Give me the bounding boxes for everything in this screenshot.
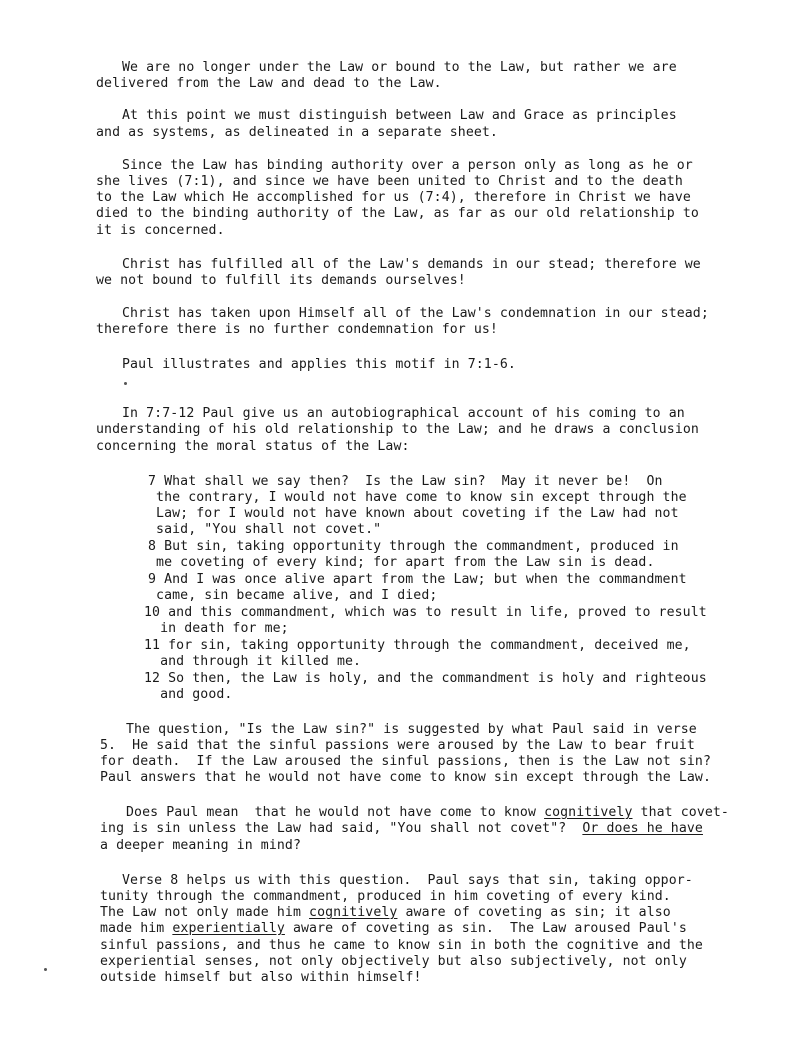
text-line: ing is sin unless the Law had said, "You shall not covet"? Or does he have [100, 821, 703, 836]
text-line: delivered from the Law and dead to the Law. [96, 76, 442, 91]
stray-mark [44, 968, 47, 971]
text-line: In 7:7-12 Paul give us an autobiographical account of his coming to an [122, 406, 685, 421]
text-line: sinful passions, and thus he came to know sin in both the cognitive and the [100, 938, 703, 953]
text-line: and as systems, as delineated in a separate sheet. [96, 125, 498, 140]
verse-line: in death for me; [144, 621, 289, 636]
underlined-term: experientially [172, 921, 285, 936]
text-line: tunity through the commandment, produced in him coveting of every kind. [100, 889, 671, 904]
text-line: Paul illustrates and applies this motif in 7:1-6. [122, 357, 516, 372]
text-line: outside himself but also within himself! [100, 970, 422, 985]
verse-line: 9 And I was once alive apart from the Law; but when the commandment [148, 572, 687, 587]
verse-line: 12 So then, the Law is holy, and the commandment is holy and righteous [144, 671, 707, 686]
underlined-term: cognitively [309, 905, 398, 920]
verse-line: Law; for I would not have known about coveting if the Law had not [148, 506, 679, 521]
text-line: therefore there is no further condemnation for us! [96, 322, 498, 337]
text-line: The Law not only made him cognitively aware of coveting as sin; it also [100, 905, 671, 920]
text-line: a deeper meaning in mind? [100, 838, 301, 853]
text-line: it is concerned. [96, 223, 225, 238]
verse-line: 11 for sin, taking opportunity through the commandment, deceived me, [144, 638, 691, 653]
text-line: We are no longer under the Law or bound to the Law, but rather we are [122, 60, 677, 75]
verse-line: and through it killed me. [144, 654, 362, 669]
text-line: At this point we must distinguish between Law and Grace as principles [122, 108, 677, 123]
stray-mark [124, 382, 127, 385]
text-line: Does Paul mean that he would not have come to know cognitively that covet- [126, 805, 729, 820]
underlined-term: cognitively [544, 805, 633, 820]
verse-line: came, sin became alive, and I died; [148, 588, 438, 603]
text-line: Since the Law has binding authority over a person only as long as he or [122, 158, 693, 173]
text-line: Christ has fulfilled all of the Law's demands in our stead; therefore we [122, 257, 701, 272]
text-line: understanding of his old relationship to the Law; and he draws a conclusion [96, 422, 699, 437]
text-line: Christ has taken upon Himself all of the Law's condemnation in our stead; [122, 306, 709, 321]
text-line: for death. If the Law aroused the sinful passions, then is the Law not sin? [100, 754, 712, 769]
verse-line: and good. [144, 687, 233, 702]
text-line: The question, "Is the Law sin?" is suggested by what Paul said in verse [126, 722, 697, 737]
verse-line: 10 and this commandment, which was to result in life, proved to result [144, 605, 707, 620]
text-line: Paul answers that he would not have come to know sin except through the Law. [100, 770, 712, 785]
verse-line: 8 But sin, taking opportunity through the commandment, produced in [148, 539, 679, 554]
text-line: we not bound to fulfill its demands ourselves! [96, 273, 466, 288]
text-line: died to the binding authority of the Law, as far as our old relationship to [96, 206, 699, 221]
verse-line: me coveting of every kind; for apart from the Law sin is dead. [148, 555, 655, 570]
verse-line: the contrary, I would not have come to know sin except through the [148, 490, 687, 505]
text-line: concerning the moral status of the Law: [96, 439, 410, 454]
text-line: made him experientially aware of coveting as sin. The Law aroused Paul's [100, 921, 687, 936]
text-line: she lives (7:1), and since we have been united to Christ and to the death [96, 174, 683, 189]
verse-line: 7 What shall we say then? Is the Law sin? May it never be! On [148, 474, 663, 489]
text-line: to the Law which He accomplished for us (7:4), therefore in Christ we have [96, 190, 691, 205]
text-line: experiential senses, not only objectively but also subjectively, not only [100, 954, 687, 969]
verse-line: said, "You shall not covet." [148, 522, 382, 537]
text-line: Verse 8 helps us with this question. Paul says that sin, taking oppor- [122, 873, 693, 888]
text-line: 5. He said that the sinful passions were aroused by the Law to bear fruit [100, 738, 695, 753]
underlined-term: Or does he have [582, 821, 703, 836]
